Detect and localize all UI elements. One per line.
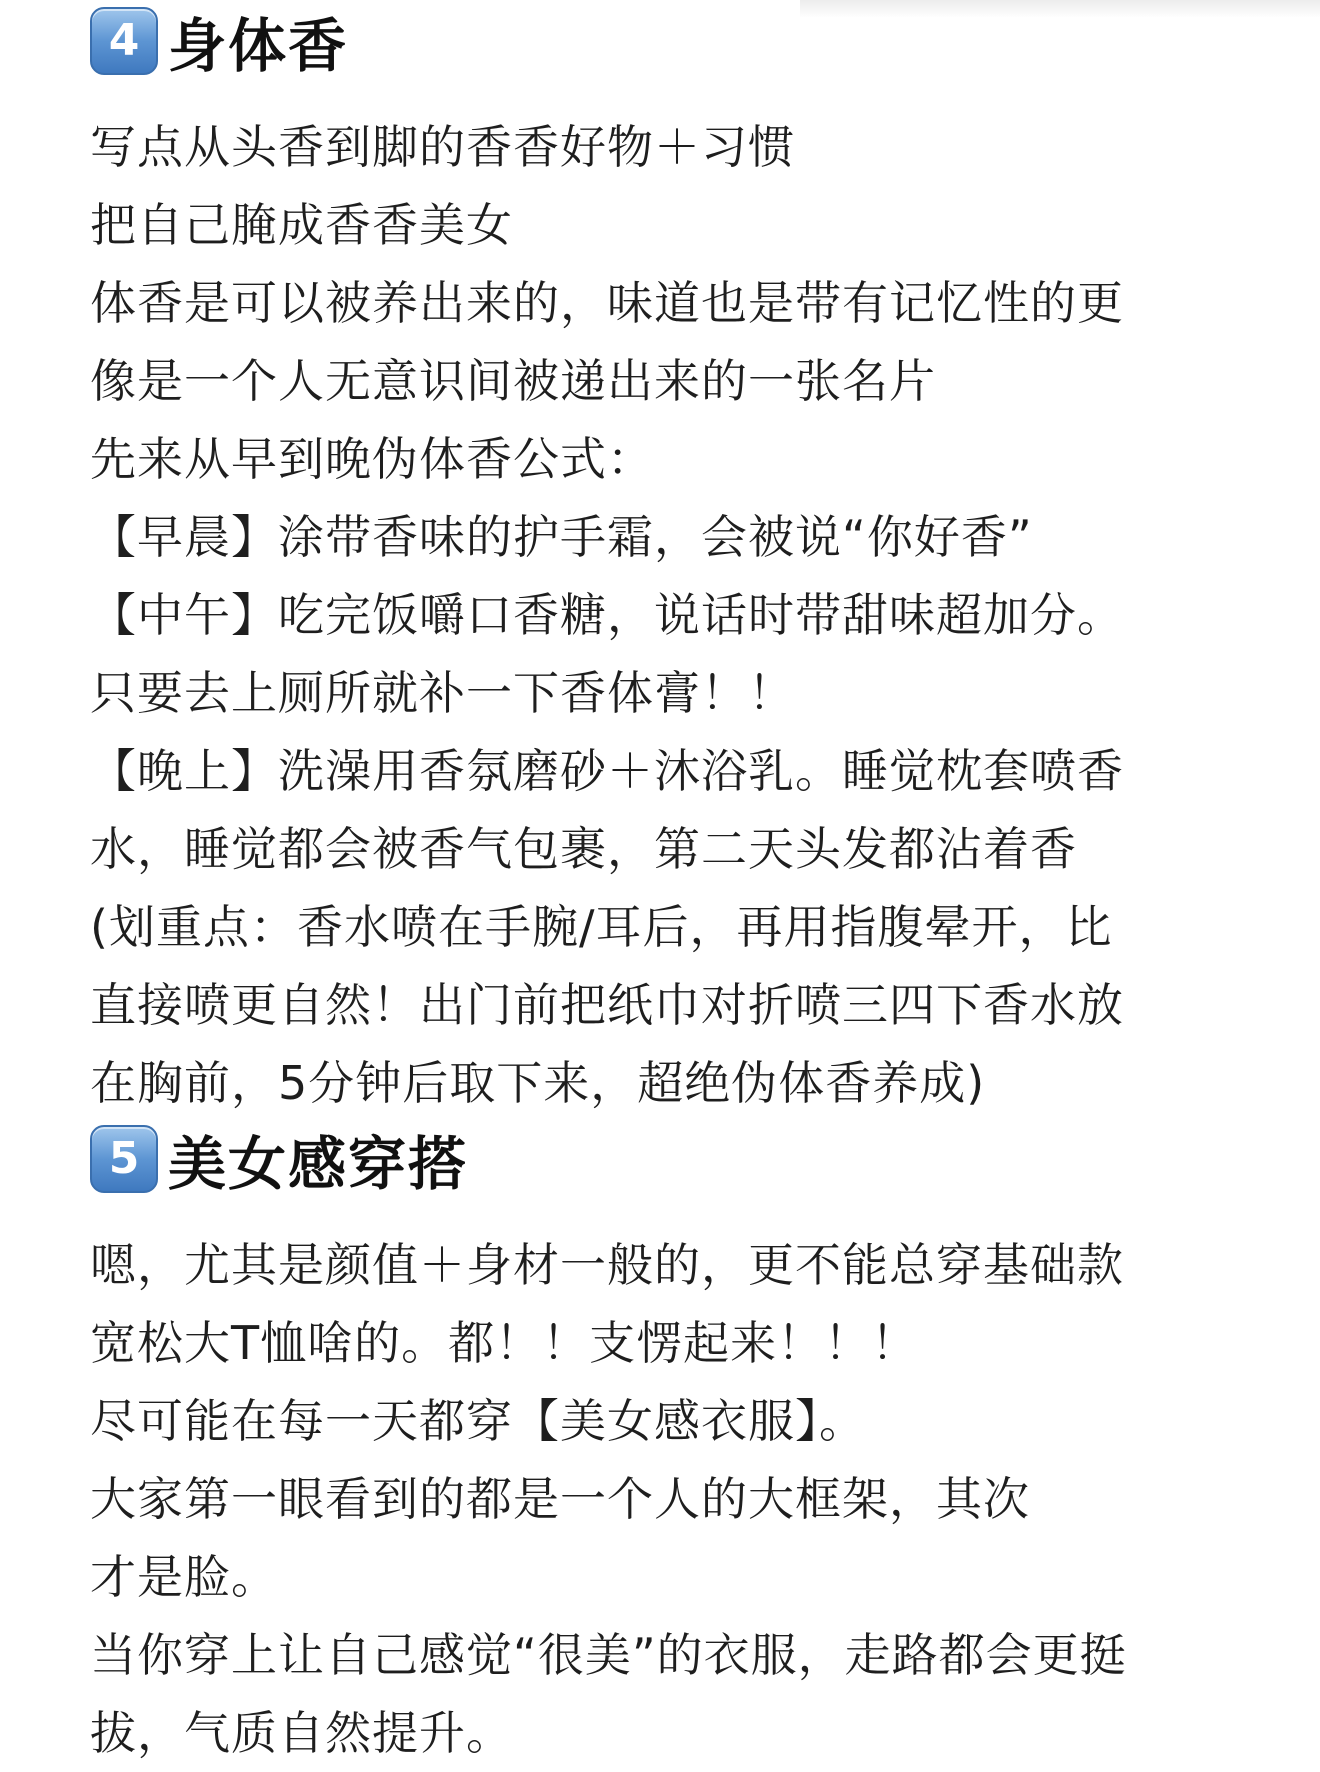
- keycap-number: 5: [108, 1133, 140, 1184]
- text-line: 在胸前，5分钟后取下来，超绝伪体香养成): [90, 1056, 986, 1110]
- text-line: 嗯，尤其是颜值＋身材一般的，更不能总穿基础款: [90, 1238, 1124, 1292]
- section-heading: [90, 1122, 1250, 1196]
- text-line: 当你穿上让自己感觉“很美”的衣服，走路都会更挺: [90, 1628, 1127, 1682]
- text-line: 把自己腌成香香美女: [90, 198, 513, 252]
- text-line: 直接喷更自然！出门前把纸巾对折喷三四下香水放: [90, 978, 1124, 1032]
- text-line: (划重点：香水喷在手腕/耳后，再用指腹晕开，比: [90, 900, 1113, 954]
- text-line: 只要去上厕所就补一下香体膏！！: [90, 666, 795, 720]
- section-body-fragrance: [90, 4, 1250, 1122]
- text-line: 大家第一眼看到的都是一个人的大框架，其次: [90, 1472, 1030, 1526]
- text-line: 水，睡觉都会被香气包裹，第二天头发都沾着香: [90, 822, 1077, 876]
- text-line: 宽松大T恤啥的。都！！支愣起来！！！: [90, 1316, 919, 1370]
- text-line: 拔，气质自然提升。: [90, 1706, 513, 1760]
- keycap-number: 4: [108, 15, 140, 66]
- text-line: 先来从早到晚伪体香公式：: [90, 432, 654, 486]
- text-line: 体香是可以被养出来的，味道也是带有记忆性的更: [90, 276, 1124, 330]
- text-line: 【早晨】涂带香味的护手霜，会被说“你好香”: [90, 510, 1033, 564]
- keycap-number-icon: [90, 7, 158, 75]
- paragraph-lines: [90, 108, 1250, 1122]
- section-title: 身体香: [168, 12, 349, 80]
- section-outfit: [90, 1122, 1250, 1772]
- paragraph-lines: [90, 1226, 1250, 1772]
- section-heading: [90, 4, 1250, 78]
- text-line: 像是一个人无意识间被递出来的一张名片: [90, 354, 936, 408]
- text-line: 才是脸。: [90, 1550, 278, 1604]
- text-line: 【中午】吃完饭嚼口香糖，说话时带甜味超加分。: [90, 588, 1124, 642]
- text-line: 写点从头香到脚的香香好物＋习惯: [90, 120, 795, 174]
- keycap-number-icon: [90, 1125, 158, 1193]
- section-title: 美女感穿搭: [168, 1130, 469, 1198]
- text-line: 尽可能在每一天都穿【美女感衣服】。: [90, 1394, 866, 1448]
- text-line: 【晚上】洗澡用香氛磨砂＋沐浴乳。睡觉枕套喷香: [90, 744, 1124, 798]
